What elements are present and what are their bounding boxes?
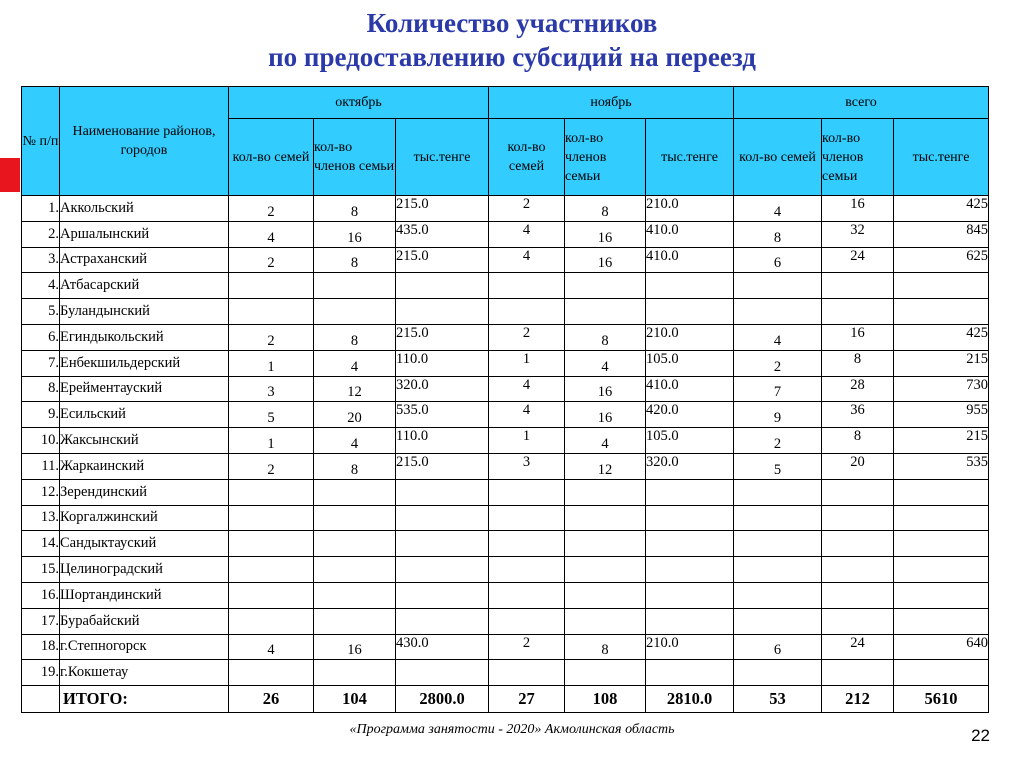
- page-number: 22: [971, 726, 990, 745]
- nov-families-cell: [489, 479, 565, 505]
- row-number: 4.: [22, 273, 60, 299]
- table-row: [22, 479, 989, 505]
- total-tenge-cell: 425: [894, 196, 989, 222]
- oct-members-cell: [314, 505, 396, 531]
- total-tenge-cell: [894, 479, 989, 505]
- oct-members-cell: 20: [314, 402, 396, 428]
- district-name: Аккольский: [60, 196, 229, 222]
- table-row: [22, 273, 989, 299]
- total-oct-families: 26: [229, 686, 314, 713]
- district-name: Ерейментауский: [60, 376, 229, 402]
- oct-tenge-cell: 110.0: [396, 350, 489, 376]
- table-body: [22, 196, 989, 686]
- oct-members-cell: [314, 582, 396, 608]
- row-number: 8.: [22, 376, 60, 402]
- total-families-cell: [734, 273, 822, 299]
- nov-members-cell: 12: [565, 453, 646, 479]
- district-name: Жаркаинский: [60, 453, 229, 479]
- total-members-cell: [822, 660, 894, 686]
- header-oct-families: кол-во семей: [229, 119, 314, 196]
- oct-families-cell: [229, 299, 314, 325]
- total-members-cell: [822, 608, 894, 634]
- nov-members-cell: 4: [565, 350, 646, 376]
- nov-families-cell: [489, 299, 565, 325]
- row-number: 14.: [22, 531, 60, 557]
- total-families-cell: [734, 479, 822, 505]
- nov-members-cell: [565, 582, 646, 608]
- total-tenge-cell: 535: [894, 453, 989, 479]
- nov-families-cell: [489, 557, 565, 583]
- totals-label: ИТОГО:: [60, 686, 229, 713]
- total-families-cell: 2: [734, 350, 822, 376]
- oct-families-cell: 3: [229, 376, 314, 402]
- row-number: 1.: [22, 196, 60, 222]
- total-all-tenge: 5610: [894, 686, 989, 713]
- district-name: Астраханский: [60, 247, 229, 273]
- oct-tenge-cell: 320.0: [396, 376, 489, 402]
- district-name: г.Степногорск: [60, 634, 229, 660]
- row-number: 17.: [22, 608, 60, 634]
- oct-families-cell: 4: [229, 634, 314, 660]
- nov-members-cell: 8: [565, 196, 646, 222]
- oct-tenge-cell: 215.0: [396, 196, 489, 222]
- nov-members-cell: [565, 479, 646, 505]
- total-families-cell: 4: [734, 324, 822, 350]
- table-row: [22, 247, 989, 273]
- district-name: Буландынский: [60, 299, 229, 325]
- total-members-cell: 24: [822, 247, 894, 273]
- header-oct-members: кол-во членов семьи: [314, 119, 396, 196]
- nov-tenge-cell: 420.0: [646, 402, 734, 428]
- nov-tenge-cell: [646, 582, 734, 608]
- nov-tenge-cell: [646, 479, 734, 505]
- total-families-cell: 2: [734, 428, 822, 454]
- nov-members-cell: 16: [565, 221, 646, 247]
- nov-members-cell: 4: [565, 428, 646, 454]
- table-row: [22, 299, 989, 325]
- oct-families-cell: [229, 660, 314, 686]
- table-row: [22, 350, 989, 376]
- totals-num-cell: [22, 686, 60, 713]
- total-members-cell: 8: [822, 428, 894, 454]
- total-members-cell: [822, 557, 894, 583]
- oct-families-cell: [229, 608, 314, 634]
- nov-tenge-cell: 105.0: [646, 428, 734, 454]
- total-tenge-cell: [894, 531, 989, 557]
- oct-families-cell: [229, 557, 314, 583]
- total-all-families: 53: [734, 686, 822, 713]
- total-tenge-cell: 640: [894, 634, 989, 660]
- oct-members-cell: [314, 660, 396, 686]
- total-families-cell: [734, 582, 822, 608]
- district-name: г.Кокшетау: [60, 660, 229, 686]
- total-families-cell: 8: [734, 221, 822, 247]
- total-tenge-cell: [894, 505, 989, 531]
- header-total-families: кол-во семей: [734, 119, 822, 196]
- total-families-cell: [734, 660, 822, 686]
- total-members-cell: [822, 299, 894, 325]
- total-tenge-cell: 425: [894, 324, 989, 350]
- nov-families-cell: 4: [489, 247, 565, 273]
- oct-families-cell: 1: [229, 428, 314, 454]
- oct-families-cell: 5: [229, 402, 314, 428]
- district-name: Енбекшильдерский: [60, 350, 229, 376]
- total-nov-members: 108: [565, 686, 646, 713]
- oct-families-cell: 2: [229, 453, 314, 479]
- row-number: 13.: [22, 505, 60, 531]
- total-members-cell: [822, 531, 894, 557]
- district-name: Сандыктауский: [60, 531, 229, 557]
- header-nov-tenge: тыс.тенге: [646, 119, 734, 196]
- header-october: октябрь: [229, 87, 489, 119]
- nov-tenge-cell: [646, 608, 734, 634]
- oct-members-cell: 12: [314, 376, 396, 402]
- nov-members-cell: 16: [565, 402, 646, 428]
- total-tenge-cell: [894, 660, 989, 686]
- oct-tenge-cell: [396, 531, 489, 557]
- program-footer: «Программа занятости - 2020» Акмолинская область: [349, 722, 675, 737]
- nov-families-cell: [489, 660, 565, 686]
- header-oct-tenge: тыс.тенге: [396, 119, 489, 196]
- total-nov-tenge: 2810.0: [646, 686, 734, 713]
- nov-members-cell: 16: [565, 247, 646, 273]
- total-members-cell: 20: [822, 453, 894, 479]
- row-number: 19.: [22, 660, 60, 686]
- total-members-cell: 28: [822, 376, 894, 402]
- nov-tenge-cell: [646, 273, 734, 299]
- nov-tenge-cell: 410.0: [646, 376, 734, 402]
- oct-tenge-cell: [396, 608, 489, 634]
- header-nov-members: кол-во членов семьи: [565, 119, 646, 196]
- nov-tenge-cell: [646, 557, 734, 583]
- nov-families-cell: 3: [489, 453, 565, 479]
- district-name: Целиноградский: [60, 557, 229, 583]
- total-families-cell: [734, 608, 822, 634]
- table-row: [22, 557, 989, 583]
- total-families-cell: 9: [734, 402, 822, 428]
- oct-tenge-cell: 430.0: [396, 634, 489, 660]
- nov-tenge-cell: [646, 299, 734, 325]
- nov-families-cell: [489, 531, 565, 557]
- participants-table: [21, 86, 989, 713]
- nov-tenge-cell: 320.0: [646, 453, 734, 479]
- nov-families-cell: 1: [489, 350, 565, 376]
- row-number: 9.: [22, 402, 60, 428]
- header-total-tenge: тыс.тенге: [894, 119, 989, 196]
- nov-tenge-cell: 210.0: [646, 324, 734, 350]
- total-families-cell: [734, 505, 822, 531]
- row-number: 6.: [22, 324, 60, 350]
- total-tenge-cell: [894, 299, 989, 325]
- total-members-cell: [822, 505, 894, 531]
- total-members-cell: 16: [822, 324, 894, 350]
- total-families-cell: 6: [734, 634, 822, 660]
- total-all-members: 212: [822, 686, 894, 713]
- nov-members-cell: [565, 299, 646, 325]
- nov-tenge-cell: [646, 531, 734, 557]
- oct-families-cell: 2: [229, 324, 314, 350]
- total-members-cell: 36: [822, 402, 894, 428]
- district-name: Зерендинский: [60, 479, 229, 505]
- table-row: [22, 196, 989, 222]
- table-row: [22, 453, 989, 479]
- district-name: Егиндыкольский: [60, 324, 229, 350]
- nov-tenge-cell: 210.0: [646, 196, 734, 222]
- total-members-cell: [822, 582, 894, 608]
- nov-members-cell: [565, 505, 646, 531]
- total-families-cell: [734, 557, 822, 583]
- header-november: ноябрь: [489, 87, 734, 119]
- oct-members-cell: 4: [314, 428, 396, 454]
- row-number: 3.: [22, 247, 60, 273]
- oct-tenge-cell: 215.0: [396, 324, 489, 350]
- total-tenge-cell: 845: [894, 221, 989, 247]
- oct-members-cell: 4: [314, 350, 396, 376]
- nov-members-cell: [565, 608, 646, 634]
- total-oct-members: 104: [314, 686, 396, 713]
- total-tenge-cell: 215: [894, 350, 989, 376]
- oct-members-cell: 8: [314, 324, 396, 350]
- row-number: 16.: [22, 582, 60, 608]
- red-accent-mark: [0, 158, 20, 192]
- oct-families-cell: [229, 531, 314, 557]
- total-oct-tenge: 2800.0: [396, 686, 489, 713]
- oct-tenge-cell: [396, 273, 489, 299]
- district-name: Коргалжинский: [60, 505, 229, 531]
- oct-tenge-cell: [396, 582, 489, 608]
- title-line-2: по предоставлению субсидий на переезд: [268, 42, 756, 72]
- oct-families-cell: 4: [229, 221, 314, 247]
- total-tenge-cell: [894, 582, 989, 608]
- table-row: [22, 505, 989, 531]
- row-number: 7.: [22, 350, 60, 376]
- oct-tenge-cell: 535.0: [396, 402, 489, 428]
- nov-members-cell: 8: [565, 634, 646, 660]
- table-row: [22, 402, 989, 428]
- oct-members-cell: [314, 531, 396, 557]
- table-row: [22, 428, 989, 454]
- table-row: [22, 324, 989, 350]
- oct-tenge-cell: [396, 557, 489, 583]
- table-row: [22, 660, 989, 686]
- oct-members-cell: [314, 557, 396, 583]
- district-name: Бурабайский: [60, 608, 229, 634]
- total-families-cell: 4: [734, 196, 822, 222]
- nov-members-cell: [565, 273, 646, 299]
- nov-tenge-cell: [646, 505, 734, 531]
- row-number: 2.: [22, 221, 60, 247]
- oct-families-cell: [229, 479, 314, 505]
- oct-tenge-cell: [396, 479, 489, 505]
- oct-families-cell: [229, 505, 314, 531]
- title-line-1: Количество участников: [366, 8, 658, 38]
- totals-row: [22, 686, 989, 713]
- nov-tenge-cell: 410.0: [646, 247, 734, 273]
- nov-families-cell: 4: [489, 376, 565, 402]
- oct-members-cell: 16: [314, 634, 396, 660]
- total-members-cell: 32: [822, 221, 894, 247]
- table-row: [22, 608, 989, 634]
- total-nov-families: 27: [489, 686, 565, 713]
- oct-members-cell: 16: [314, 221, 396, 247]
- nov-families-cell: 4: [489, 402, 565, 428]
- nov-tenge-cell: [646, 660, 734, 686]
- total-tenge-cell: 215: [894, 428, 989, 454]
- nov-members-cell: [565, 531, 646, 557]
- row-number: 10.: [22, 428, 60, 454]
- oct-families-cell: [229, 273, 314, 299]
- nov-families-cell: [489, 273, 565, 299]
- oct-tenge-cell: 110.0: [396, 428, 489, 454]
- nov-tenge-cell: 210.0: [646, 634, 734, 660]
- oct-tenge-cell: 215.0: [396, 247, 489, 273]
- total-members-cell: [822, 479, 894, 505]
- oct-tenge-cell: [396, 660, 489, 686]
- oct-families-cell: [229, 582, 314, 608]
- oct-families-cell: 2: [229, 196, 314, 222]
- row-number: 18.: [22, 634, 60, 660]
- total-families-cell: 5: [734, 453, 822, 479]
- nov-tenge-cell: 410.0: [646, 221, 734, 247]
- total-members-cell: 16: [822, 196, 894, 222]
- oct-members-cell: 8: [314, 453, 396, 479]
- total-families-cell: [734, 299, 822, 325]
- header-total-members: кол-во членов семьи: [822, 119, 894, 196]
- district-name: Шортандинский: [60, 582, 229, 608]
- oct-members-cell: [314, 479, 396, 505]
- table-row: [22, 582, 989, 608]
- total-members-cell: 8: [822, 350, 894, 376]
- oct-tenge-cell: 215.0: [396, 453, 489, 479]
- table-row: [22, 221, 989, 247]
- nov-families-cell: [489, 608, 565, 634]
- total-tenge-cell: [894, 557, 989, 583]
- nov-members-cell: [565, 660, 646, 686]
- total-tenge-cell: 955: [894, 402, 989, 428]
- total-families-cell: 6: [734, 247, 822, 273]
- oct-members-cell: [314, 273, 396, 299]
- total-tenge-cell: 625: [894, 247, 989, 273]
- nov-members-cell: [565, 557, 646, 583]
- table-row: [22, 634, 989, 660]
- oct-families-cell: 2: [229, 247, 314, 273]
- oct-tenge-cell: [396, 505, 489, 531]
- nov-families-cell: 2: [489, 634, 565, 660]
- page-title: [0, 6, 1024, 74]
- district-name: Жаксынский: [60, 428, 229, 454]
- oct-tenge-cell: 435.0: [396, 221, 489, 247]
- total-members-cell: 24: [822, 634, 894, 660]
- oct-members-cell: [314, 608, 396, 634]
- oct-tenge-cell: [396, 299, 489, 325]
- row-number: 12.: [22, 479, 60, 505]
- total-tenge-cell: 730: [894, 376, 989, 402]
- oct-members-cell: [314, 299, 396, 325]
- nov-families-cell: [489, 505, 565, 531]
- nov-families-cell: 2: [489, 196, 565, 222]
- nov-families-cell: [489, 582, 565, 608]
- total-members-cell: [822, 273, 894, 299]
- oct-families-cell: 1: [229, 350, 314, 376]
- district-name: Атбасарский: [60, 273, 229, 299]
- header-nov-families: кол-во семей: [489, 119, 565, 196]
- district-name: Аршалынский: [60, 221, 229, 247]
- row-number: 5.: [22, 299, 60, 325]
- row-number: 11.: [22, 453, 60, 479]
- header-num: № п/п: [22, 87, 60, 196]
- table-row: [22, 531, 989, 557]
- district-name: Есильский: [60, 402, 229, 428]
- row-number: 15.: [22, 557, 60, 583]
- oct-members-cell: 8: [314, 196, 396, 222]
- nov-families-cell: 2: [489, 324, 565, 350]
- total-families-cell: [734, 531, 822, 557]
- nov-members-cell: 8: [565, 324, 646, 350]
- header-name: Наименование районов, городов: [60, 87, 229, 196]
- total-families-cell: 7: [734, 376, 822, 402]
- table-row: [22, 376, 989, 402]
- nov-families-cell: 1: [489, 428, 565, 454]
- nov-families-cell: 4: [489, 221, 565, 247]
- total-tenge-cell: [894, 608, 989, 634]
- oct-members-cell: 8: [314, 247, 396, 273]
- total-tenge-cell: [894, 273, 989, 299]
- nov-tenge-cell: 105.0: [646, 350, 734, 376]
- header-total: всего: [734, 87, 989, 119]
- nov-members-cell: 16: [565, 376, 646, 402]
